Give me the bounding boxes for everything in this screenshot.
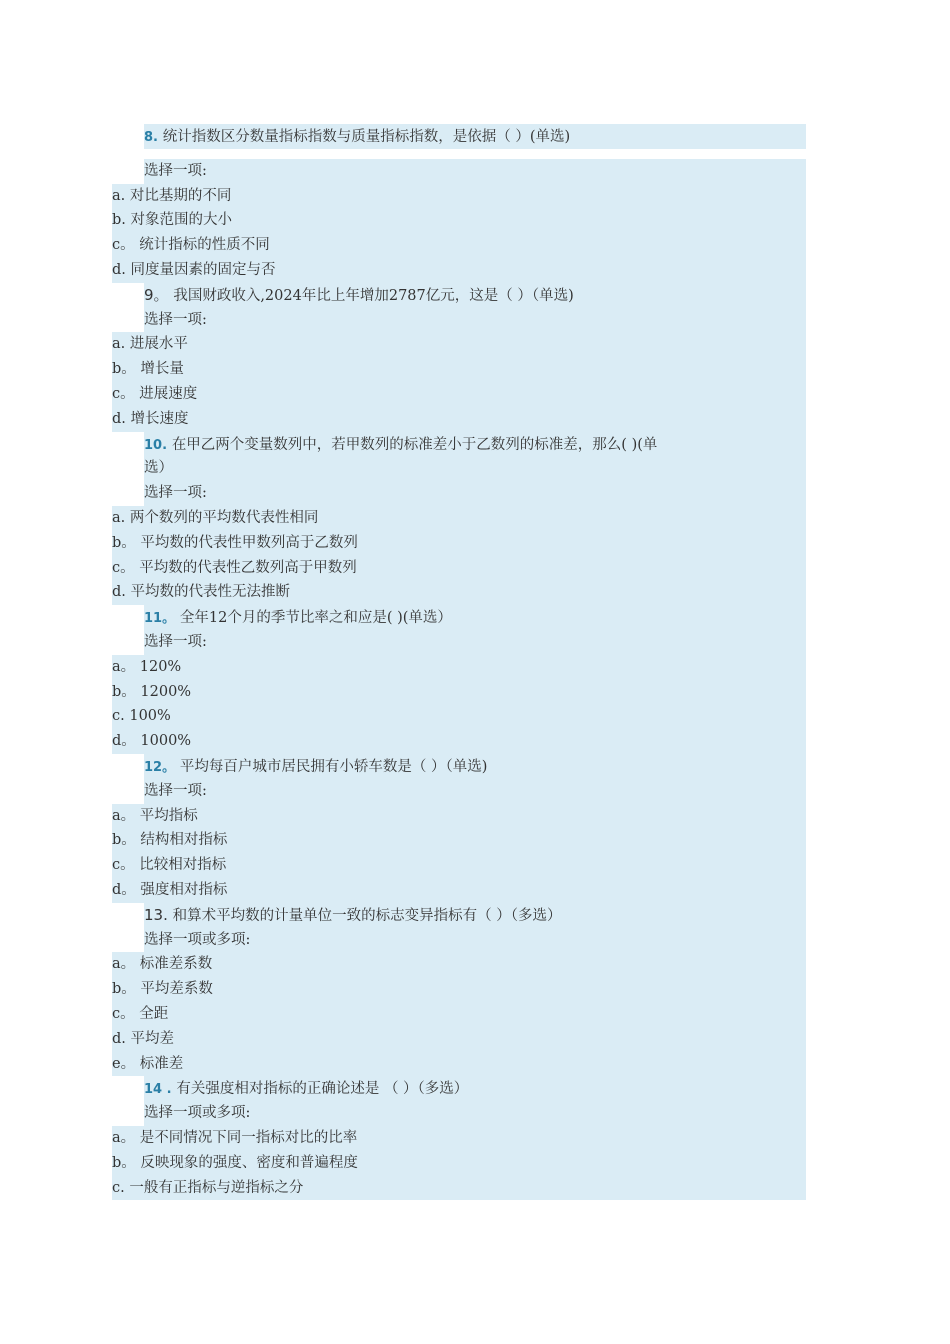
question-number: 11。 bbox=[144, 611, 176, 627]
answer-option[interactable]: b. 对象范围的大小 bbox=[112, 208, 806, 233]
answer-prompt: 选择一项或多项: bbox=[144, 1101, 806, 1126]
answer-option[interactable]: c。 全距 bbox=[112, 1002, 806, 1027]
answer-option[interactable]: b。 1200% bbox=[112, 680, 806, 705]
answer-option[interactable]: b。 平均差系数 bbox=[112, 977, 806, 1002]
question-text: 在甲乙两个变量数列中，若甲数列的标准差小于乙数列的标准差，那么( )(单 bbox=[171, 436, 658, 453]
answer-prompt: 选择一项: bbox=[144, 630, 806, 655]
question-line bbox=[144, 432, 806, 457]
question-number: 14 . bbox=[144, 1082, 172, 1098]
question-line bbox=[144, 754, 806, 779]
answer-option[interactable]: d. 平均差 bbox=[112, 1027, 806, 1052]
answer-option[interactable]: d。 1000% bbox=[112, 729, 806, 754]
answer-prompt: 选择一项: bbox=[144, 779, 806, 804]
answer-option[interactable]: d. 增长速度 bbox=[112, 407, 806, 432]
question-line bbox=[144, 1076, 806, 1101]
answer-option[interactable]: a. 对比基期的不同 bbox=[112, 184, 806, 209]
answer-prompt: 选择一项: bbox=[144, 308, 806, 333]
question-line bbox=[144, 124, 806, 149]
answer-option[interactable]: d. 平均数的代表性无法推断 bbox=[112, 580, 806, 605]
question-line bbox=[144, 605, 806, 630]
question-number: 12。 bbox=[144, 760, 176, 775]
answer-option[interactable]: b。 平均数的代表性甲数列高于乙数列 bbox=[112, 531, 806, 556]
question-line bbox=[144, 903, 806, 928]
answer-option[interactable]: a。 是不同情况下同一指标对比的比率 bbox=[112, 1126, 806, 1151]
question-text: 统计指数区分数量指标指数与质量指标指数，是依据（ ）(单选) bbox=[162, 129, 571, 145]
question-line bbox=[144, 283, 806, 308]
answer-option[interactable]: a. 两个数列的平均数代表性相同 bbox=[112, 506, 806, 531]
question-text: 和算术平均数的计量单位一致的标志变异指标有（ ）（多选） bbox=[172, 907, 562, 924]
answer-option[interactable]: c. 100% bbox=[112, 704, 806, 729]
question-number: 8. bbox=[144, 130, 158, 145]
answer-option[interactable]: e。 标准差 bbox=[112, 1052, 806, 1077]
answer-prompt: 选择一项或多项: bbox=[144, 928, 806, 953]
question-number: 13. bbox=[144, 905, 168, 924]
answer-option[interactable]: a。 120% bbox=[112, 655, 806, 680]
answer-option[interactable]: b。 反映现象的强度、密度和普遍程度 bbox=[112, 1151, 806, 1176]
answer-option[interactable]: a。 平均指标 bbox=[112, 804, 806, 829]
answer-option[interactable]: d. 同度量因素的固定与否 bbox=[112, 258, 806, 283]
answer-option[interactable]: b。 增长量 bbox=[112, 357, 806, 382]
question-text-continued: 选） bbox=[144, 456, 806, 481]
question-text: 我国财政收入,2024年比上年增加2787亿元，这是（ ）（单选) bbox=[173, 287, 574, 304]
answer-option[interactable]: c。 平均数的代表性乙数列高于甲数列 bbox=[112, 556, 806, 581]
answer-prompt: 选择一项: bbox=[144, 481, 806, 506]
question-text: 平均每百户城市居民拥有小轿车数是（ ）（单选) bbox=[179, 759, 488, 775]
answer-option[interactable]: a. 进展水平 bbox=[112, 332, 806, 357]
answer-option[interactable]: c。 统计指标的性质不同 bbox=[112, 233, 806, 258]
question-text: 全年12个月的季节比率之和应是( )(单选） bbox=[179, 610, 452, 627]
question-number: 10. bbox=[144, 437, 168, 453]
answer-option[interactable]: b。 结构相对指标 bbox=[112, 828, 806, 853]
answer-option[interactable]: d。 强度相对指标 bbox=[112, 878, 806, 903]
answer-prompt: 选择一项: bbox=[144, 159, 806, 184]
question-number: 9。 bbox=[144, 285, 169, 304]
answer-option[interactable]: c。 进展速度 bbox=[112, 382, 806, 407]
answer-option[interactable]: a。 标准差系数 bbox=[112, 952, 806, 977]
answer-option[interactable]: c。 比较相对指标 bbox=[112, 853, 806, 878]
quiz-content bbox=[112, 124, 806, 1206]
answer-option[interactable]: c. 一般有正指标与逆指标之分 bbox=[112, 1176, 806, 1201]
question-text: 有关强度相对指标的正确论述是 （ ）（多选） bbox=[176, 1081, 469, 1098]
